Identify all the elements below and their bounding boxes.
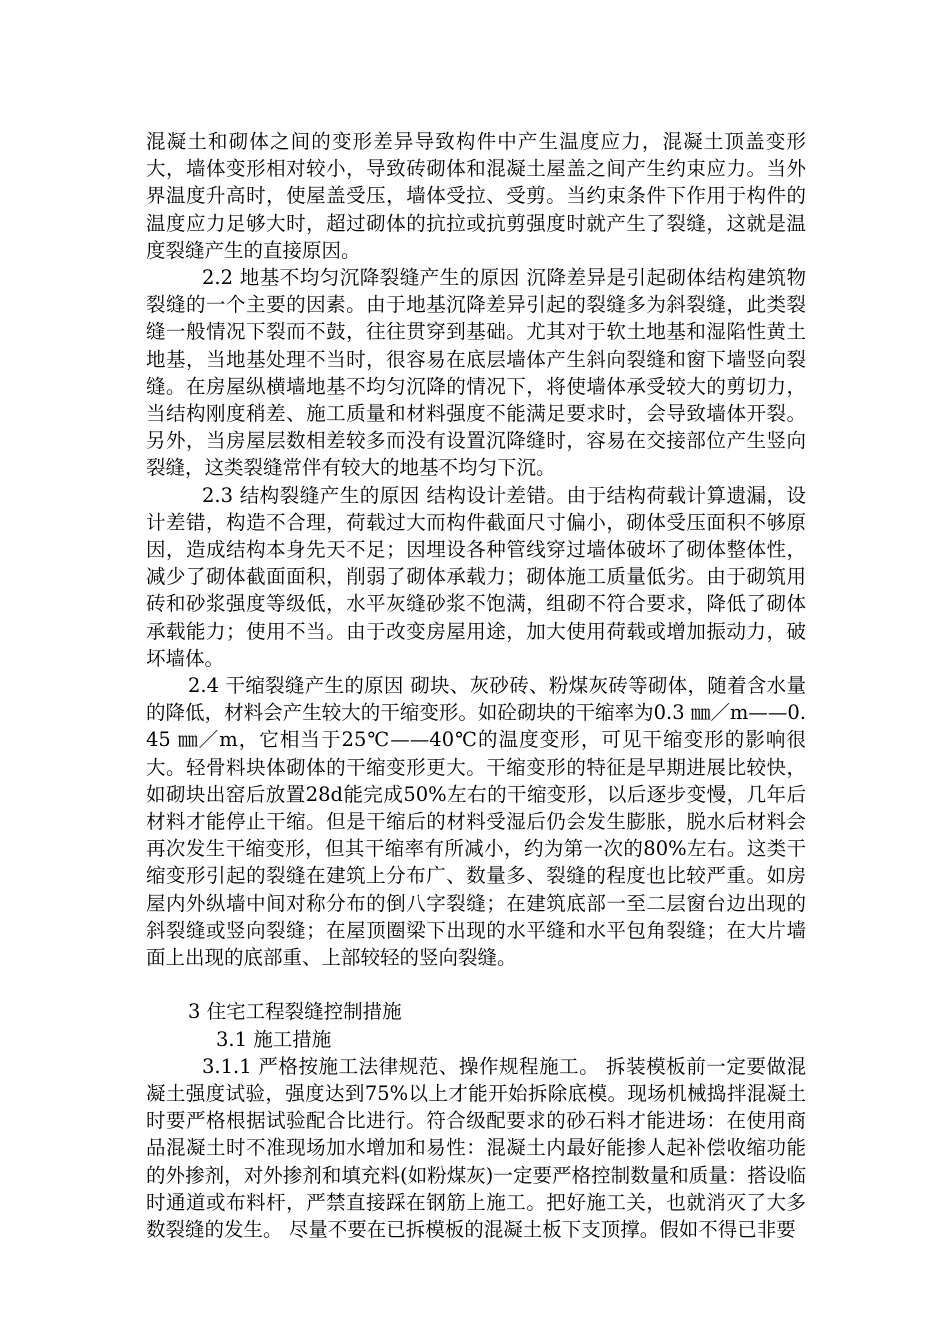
section-heading-3: 3 住宅工程裂缝控制措施 [188, 1000, 402, 1024]
paragraph-construction-measures: 3.1.1 严格按施工法律规范、操作规程施工。 拆装模板前一定要做混凝土强度试验，强度达到75%以上才能开始拆除底模。现场机械捣拌混凝土时要严格根据试验配合比进行。符合级配要求的砂石料才能进场：在使用商品混凝土时不准现场加水增加和易性：混凝土内最好能掺人起补偿收缩功能的外掺剂，对外掺剂和填充料(如粉煤灰)一定要严格控制数量和质量：搭设临时通道或布料杆，严禁直接踩在钢筋上施工。把好施工关，也就消灭了大多数裂缝的发生。 尽量不要在已拆模板的混凝土板下支顶撑。假如不得已非要 [146, 1054, 806, 1241]
paragraph-shrinkage-cracks: 2.4 干缩裂缝产生的原因 砌块、灰砂砖、粉煤灰砖等砌体，随着含水量的降低，材料会产生较大的干缩变形。如砼砌块的干缩率为0.3 ㎜／m——0.45 ㎜／m，它相当于25℃——40℃的温度变形，可见干缩变形的影响很大。轻骨料块体砌体的干缩变形更大。干缩变形的特征是早期进展比较快，如砌块出窑后放置28d能完成50%左右的干缩变形，以后逐步变慢，几年后材料才能停止干缩。但是干缩后的材料受湿后仍会发生膨胀，脱水后材料会再次发生干缩变形，但其干缩率有所减小，约为第一次的80%左右。这类干缩变形引起的裂缝在建筑上分布广、数量多、裂缝的程度也比较严重。如房屋内外纵墙中间对称分布的倒八字裂缝；在建筑底部一至二层窗台边出现的斜裂缝或竖向裂缝；在屋顶圈梁下出现的水平缝和水平包角裂缝；在大片墙面上出现的底部重、上部较轻的竖向裂缝。 [146, 674, 806, 970]
paragraph-settlement-cracks: 2.2 地基不均匀沉降裂缝产生的原因 沉降差异是引起砌体结构建筑物裂缝的一个主要的因素。由于地基沉降差异引起的裂缝多为斜裂缝，此类裂缝一般情况下裂而不鼓，往往贯穿到基础。尤其对于软土地基和湿陷性黄土地基，当地基处理不当时，很容易在底层墙体产生斜向裂缝和窗下墙竖向裂缝。在房屋纵横墙地基不均匀沉降的情况下，将使墙体承受较大的剪切力，当结构刚度稍差、施工质量和材料强度不能满足要求时，会导致墙体开裂。另外，当房屋层数相差较多而没有设置沉降缝时，容易在交接部位产生竖向裂缝，这类裂缝常伴有较大的地基不均匀下沉。 [146, 266, 806, 480]
paragraph-structural-cracks: 2.3 结构裂缝产生的原因 结构设计差错。由于结构荷载计算遗漏，设计差错，构造不合理，荷载过大而构件截面尺寸偏小，砌体受压面积不够原因，造成结构本身先天不足；因埋设各种管线穿过墙体破坏了砌体整体性，减少了砌体截面面积，削弱了砌体承载力；砌体施工质量低劣。由于砌筑用砖和砂浆强度等级低，水平灰缝砂浆不饱满，组砌不符合要求，降低了砌体承载能力；使用不当。由于改变房屋用途，加大使用荷载或增加振动力，破坏墙体。 [146, 483, 806, 670]
section-gap [146, 971, 806, 998]
section-heading-3-1: 3.1 施工措施 [216, 1027, 332, 1051]
paragraph-temperature-cracks: 混凝土和砌体之间的变形差异导致构件中产生温度应力，混凝土顶盖变形大，墙体变形相对较小，导致砖砌体和混凝土屋盖之间产生约束应力。当外界温度升高时，使屋盖受压，墙体受拉、受剪。当约束条件下作用于构件的温度应力足够大时，超过砌体的抗拉或抗剪强度时就产生了裂缝，这就是温度裂缝产生的直接原因。 [146, 130, 806, 262]
document-page [146, 128, 806, 1243]
